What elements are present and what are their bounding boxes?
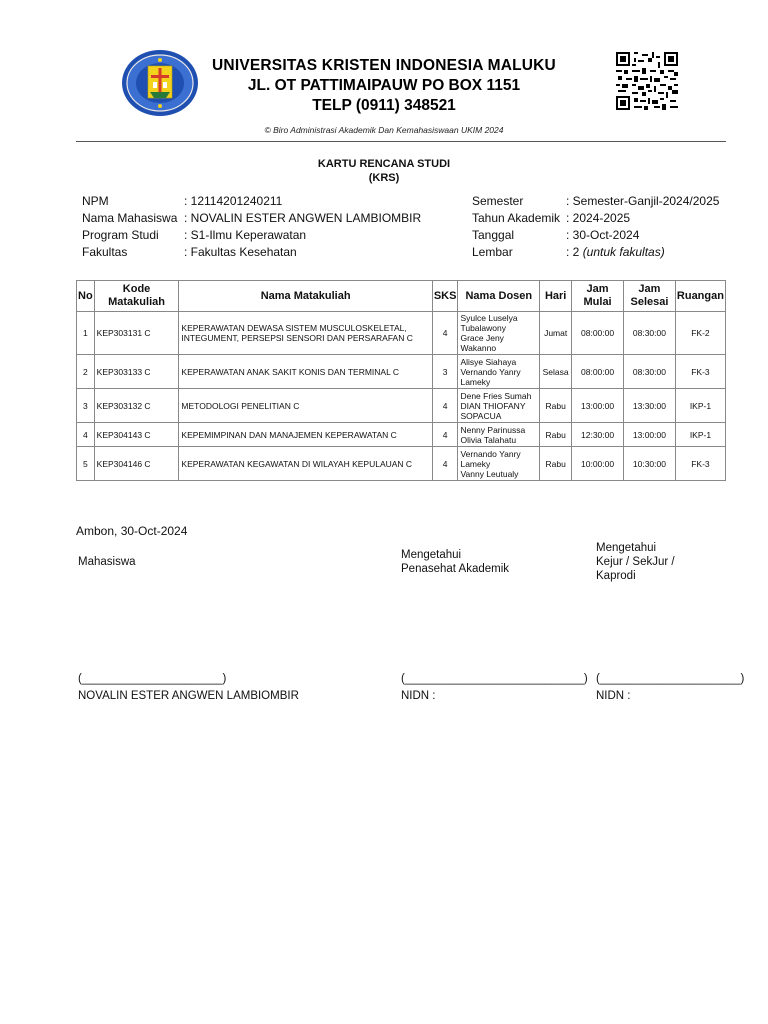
qr-code-icon bbox=[616, 52, 678, 110]
cell-hari: Selasa bbox=[540, 355, 572, 389]
col-no: No bbox=[77, 281, 95, 312]
cell-no: 4 bbox=[77, 423, 95, 447]
info-date: Tanggal : 30-Oct-2024 bbox=[472, 228, 640, 242]
cell-dosen: Syulce Luselya Tubalawony Grace Jeny Wakanno bbox=[458, 312, 540, 355]
cell-nama: KEPEMIMPINAN DAN MANAJEMEN KEPERAWATAN C bbox=[179, 423, 432, 447]
info-academic-year: Tahun Akademik : 2024-2025 bbox=[472, 211, 631, 225]
cell-mulai: 10:00:00 bbox=[572, 447, 624, 481]
advisor-signature-title: Mengetahui Penasehat Akademik bbox=[401, 549, 510, 575]
cell-kode: KEP303131 C bbox=[94, 312, 179, 355]
cell-kode: KEP304143 C bbox=[94, 423, 179, 447]
col-sks: SKS bbox=[432, 281, 458, 312]
cell-nama: KEPERAWATAN DEWASA SISTEM MUSCULOSKELETAL, INTEGUMENT, PERSEPSI SENSORI DAN PERSARAFAN C bbox=[179, 312, 432, 355]
cell-ruangan: FK-3 bbox=[675, 355, 725, 389]
col-kode: Kode Matakuliah bbox=[94, 281, 179, 312]
header-divider bbox=[76, 141, 726, 142]
cell-mulai: 08:00:00 bbox=[572, 312, 624, 355]
cell-nama: KEPERAWATAN ANAK SAKIT KONIS DAN TERMINAL C bbox=[179, 355, 432, 389]
cell-selesai: 13:00:00 bbox=[624, 423, 676, 447]
cell-sks: 3 bbox=[432, 355, 458, 389]
cell-mulai: 08:00:00 bbox=[572, 355, 624, 389]
cell-selesai: 13:30:00 bbox=[624, 389, 676, 423]
cell-sks: 4 bbox=[432, 423, 458, 447]
info-semester: Semester : Semester-Ganjil-2024/2025 bbox=[472, 194, 720, 208]
table-row bbox=[77, 447, 726, 481]
col-nama: Nama Matakuliah bbox=[179, 281, 432, 312]
table-row bbox=[77, 355, 726, 389]
cell-sks: 4 bbox=[432, 447, 458, 481]
col-dosen: Nama Dosen bbox=[458, 281, 540, 312]
cell-dosen: Vernando Yanry Lameky Vanny Leutualy bbox=[458, 447, 540, 481]
student-info-right bbox=[472, 193, 719, 261]
col-selesai: Jam Selesai bbox=[624, 281, 676, 312]
cell-sks: 4 bbox=[432, 389, 458, 423]
place-date: Ambon, 30-Oct-2024 bbox=[76, 524, 188, 538]
col-ruangan: Ruangan bbox=[675, 281, 725, 312]
cell-selesai: 10:30:00 bbox=[624, 447, 676, 481]
info-faculty: Fakultas : Fakultas Kesehatan bbox=[82, 245, 297, 259]
university-phone: TELP (0911) 348521 bbox=[312, 97, 456, 114]
cell-no: 2 bbox=[77, 355, 95, 389]
info-program: Program Studi : S1-Ilmu Keperawatan bbox=[82, 228, 307, 242]
cell-sks: 4 bbox=[432, 312, 458, 355]
info-sheet: Lembar : 2 (untuk fakultas) bbox=[472, 245, 665, 259]
cell-ruangan: IKP-1 bbox=[675, 389, 725, 423]
cell-dosen: Dene Fries Sumah DIAN THIOFANY SOPACUA bbox=[458, 389, 540, 423]
university-address: JL. OT PATTIMAIPAUW PO BOX 1151 bbox=[247, 77, 521, 94]
cell-ruangan: FK-2 bbox=[675, 312, 725, 355]
cell-ruangan: FK-3 bbox=[675, 447, 725, 481]
document-title bbox=[0, 157, 768, 185]
table-row bbox=[77, 312, 726, 355]
course-table bbox=[76, 280, 726, 481]
cell-selesai: 08:30:00 bbox=[624, 355, 676, 389]
col-hari: Hari bbox=[540, 281, 572, 312]
cell-dosen: Nenny Parinussa Olivia Talahatu bbox=[458, 423, 540, 447]
info-student-name: Nama Mahasiswa : NOVALIN ESTER ANGWEN LAMBIOMBIR bbox=[82, 211, 422, 225]
head-nidn: NIDN : bbox=[596, 690, 631, 702]
cell-hari: Rabu bbox=[540, 389, 572, 423]
table-header-row bbox=[77, 281, 726, 312]
document-header bbox=[0, 0, 768, 150]
student-signature-line: (______________________) bbox=[78, 673, 227, 685]
cell-hari: Rabu bbox=[540, 423, 572, 447]
table-row bbox=[77, 389, 726, 423]
university-name: UNIVERSITAS KRISTEN INDONESIA MALUKU bbox=[212, 57, 556, 74]
title-line-2: (KRS) bbox=[368, 172, 400, 184]
advisor-nidn: NIDN : bbox=[401, 690, 436, 702]
col-mulai: Jam Mulai bbox=[572, 281, 624, 312]
cell-nama: KEPERAWATAN KEGAWATAN DI WILAYAH KEPULAUAN C bbox=[179, 447, 432, 481]
title-line-1: KARTU RENCANA STUDI bbox=[317, 158, 451, 170]
info-npm: NPM : 12114201240211 bbox=[82, 194, 283, 208]
cell-no: 1 bbox=[77, 312, 95, 355]
cell-no: 3 bbox=[77, 389, 95, 423]
student-info-left bbox=[82, 193, 421, 261]
cell-hari: Jumat bbox=[540, 312, 572, 355]
cell-hari: Rabu bbox=[540, 447, 572, 481]
cell-kode: KEP303132 C bbox=[94, 389, 179, 423]
cell-dosen: Alisye Siahaya Vernando Yanry Lameky bbox=[458, 355, 540, 389]
cell-no: 5 bbox=[77, 447, 95, 481]
cell-ruangan: IKP-1 bbox=[675, 423, 725, 447]
student-signature-title: Mahasiswa bbox=[78, 556, 136, 568]
student-signature-name: NOVALIN ESTER ANGWEN LAMBIOMBIR bbox=[78, 690, 299, 702]
head-signature-line: (______________________) bbox=[596, 673, 745, 685]
cell-nama: METODOLOGI PENELITIAN C bbox=[179, 389, 432, 423]
copyright-text: © Biro Administrasi Akademik Dan Kemahasiswaan UKIM 2024 bbox=[264, 125, 504, 135]
head-signature-title: Mengetahui Kejur / SekJur / Kaprodi bbox=[596, 542, 675, 582]
cell-kode: KEP304146 C bbox=[94, 447, 179, 481]
cell-selesai: 08:30:00 bbox=[624, 312, 676, 355]
cell-kode: KEP303133 C bbox=[94, 355, 179, 389]
cell-mulai: 12:30:00 bbox=[572, 423, 624, 447]
advisor-signature-line: (____________________________) bbox=[401, 673, 588, 685]
table-row bbox=[77, 423, 726, 447]
cell-mulai: 13:00:00 bbox=[572, 389, 624, 423]
